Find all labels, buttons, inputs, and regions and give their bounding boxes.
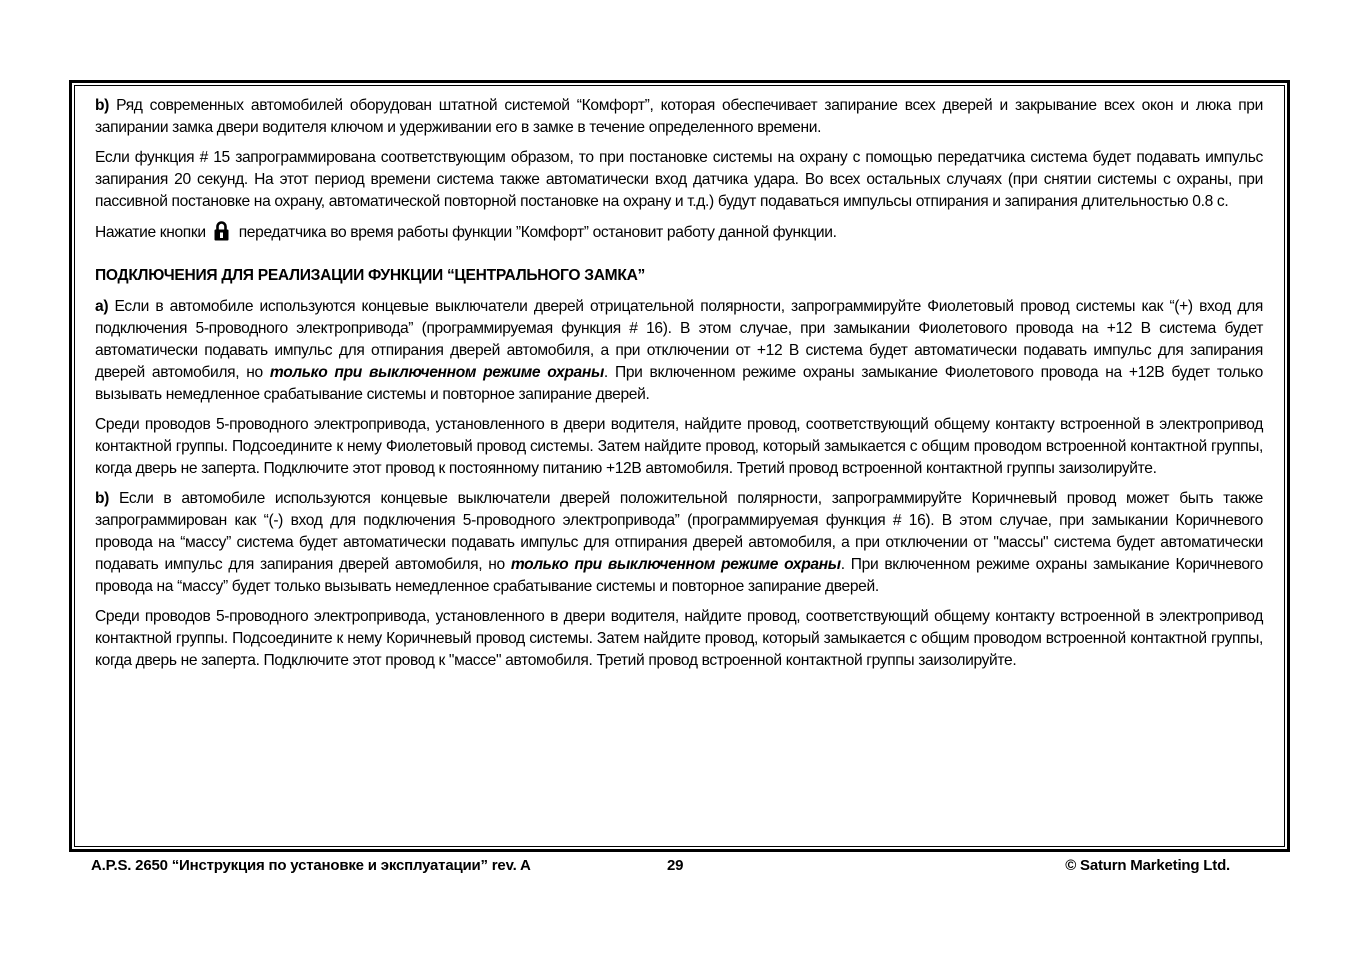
footer-page-number: 29: [667, 857, 684, 874]
paragraph-text-after-icon: передатчика во время работы функции ”Комфорт” остановит работу данной функции.: [234, 224, 837, 241]
paragraph-text: Если в автомобиле используются концевые выключатели дверей отрицательной полярности, запрограммируйте Фиолетовый провод системы как “(+) вход для подключения 5-проводного электропривода” (программируемая функция # 16). В этом случае, при замыкании Фиолетового провода на +12 В система будет автоматически подавать импульс для отпирания дверей автомобиля, а при отключении от +12 В система будет автоматически подавать импульс для запирания дверей автомобиля, но: [95, 298, 1263, 381]
footer-document-title: A.P.S. 2650 “Инструкция по установке и эксплуатации” rev. A: [91, 857, 531, 874]
paragraph-lead-b: b): [95, 490, 110, 507]
emphasis-text: только при выключенном режиме охраны: [269, 364, 604, 381]
paragraph-text: . При включенном режиме охраны замыкание Фиолетового провода на +12В будет только вызывать немедленное срабатывание системы и повторное запирание дверей.: [95, 364, 1263, 403]
emphasis-text: только при выключенном режиме охраны: [510, 556, 841, 573]
paragraph-brown-wire: Среди проводов 5-проводного электропривода, установленного в двери водителя, найдите провод, соответствующий общему контакту встроенной в электропривод контактной группы. Подсоедините к нему Коричневый провод системы. Затем найдите провод, который замыкается с общим проводом встроенной контактной группы, когда дверь не заперта. Подключите этот провод к "массе" автомобиля. Третий провод встроенной контактной группы заизолируйте.: [95, 608, 1263, 669]
paragraph-lead-b: b): [95, 97, 110, 114]
paragraph-function-15: Если функция # 15 запрограммирована соответствующим образом, то при постановке системы на охрану с помощью передатчика система будет подавать импульс запирания 20 секунд. На этот период времени система также автоматически вход датчика удара. Во всех остальных случаях (при снятии системы с охраны, при пассивной постановке на охрану, автоматической повторной постановке на охрану и т.д.) будут подаваться импульсы отпирания и запирания длительностью 0.8 с.: [95, 149, 1263, 210]
paragraph-text-before-icon: Нажатие кнопки: [95, 224, 210, 241]
paragraph-lock-button: [95, 221, 1263, 248]
paragraph-lead-a: a): [95, 298, 109, 315]
page-frame-inner: [74, 85, 1285, 847]
lock-icon: [214, 221, 229, 248]
footer-copyright: © Saturn Marketing Ltd.: [1065, 857, 1230, 874]
paragraph-negative-polarity: [95, 296, 1263, 406]
paragraph-positive-polarity: [95, 488, 1263, 598]
section-heading-central-lock: ПОДКЛЮЧЕНИЯ ДЛЯ РЕАЛИЗАЦИИ ФУНКЦИИ “ЦЕНТРАЛЬНОГО ЗАМКА”: [95, 267, 646, 284]
paragraph-text: Если в автомобиле используются концевые выключатели дверей положительной полярности, запрограммируйте Коричневый провод может быть также запрограммирован как “(-) вход для подключения 5-проводного электропривода” (программируемая функция # 16). В этом случае, при замыкании Коричневого провода на “массу” система будет автоматически подавать импульс для отпирания дверей автомобиля, а при отключении от "массы" система будет автоматически подавать импульс для запирания дверей автомобиля, но: [95, 490, 1263, 573]
paragraph-text: Ряд современных автомобилей оборудован штатной системой “Комфорт”, которая обеспечивает запирание всех дверей и закрывание всех окон и люка при запирании замка двери водителя ключом и удерживании его в замке в течение определенного времени.: [95, 97, 1263, 136]
paragraph-violet-wire: Среди проводов 5-проводного электропривода, установленного в двери водителя, найдите провод, соответствующий общему контакту встроенной в электропривод контактной группы. Подсоедините к нему Фиолетовый провод системы. Затем найдите провод, который замыкается с общим проводом встроенной контактной группы, когда дверь не заперта. Подключите этот провод к постоянному питанию +12В автомобиля. Третий провод встроенной контактной группы заизолируйте.: [95, 416, 1263, 477]
paragraph-text: . При включенном режиме охраны замыкание Коричневого провода на “массу” будет только вызывать немедленное срабатывание системы и повторное запирание дверей.: [95, 556, 1263, 595]
page-content: [95, 95, 1263, 680]
paragraph-comfort-intro: [95, 95, 1263, 139]
page-frame: [69, 80, 1290, 852]
